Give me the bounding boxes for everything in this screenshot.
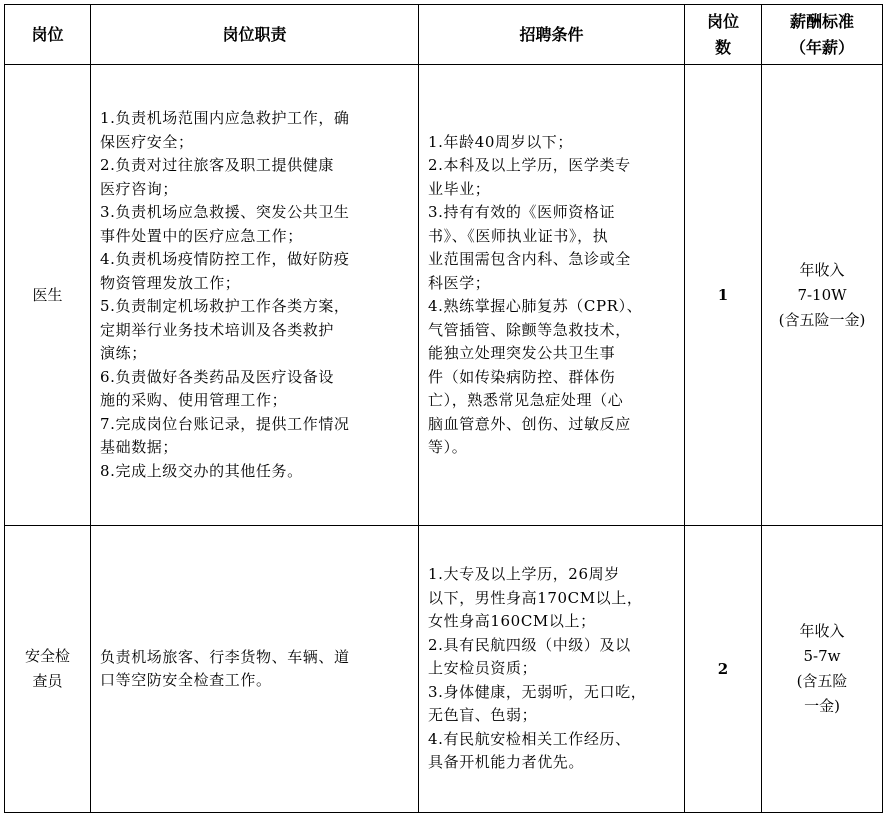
text-line: 4.负责机场疫情防控工作，做好防疫 bbox=[100, 250, 350, 268]
text-line: 5-7w bbox=[803, 647, 841, 665]
text-line: 事件处置中的医疗应急工作； bbox=[100, 226, 303, 245]
header-requirements: 招聘条件 bbox=[419, 5, 685, 65]
text-line: 3.身体健康，无弱听，无口吃， bbox=[428, 682, 647, 701]
cell-duties bbox=[91, 65, 419, 526]
text-line: 业毕业； bbox=[428, 179, 491, 198]
text-line: 科医学； bbox=[428, 273, 491, 292]
text-line: 8.完成上级交办的其他任务。 bbox=[100, 461, 303, 480]
cell-count: 1 bbox=[685, 65, 762, 526]
salary-lines bbox=[762, 258, 882, 333]
text-line: 2.具有民航四级（中级）及以 bbox=[428, 635, 631, 654]
cell-position bbox=[5, 526, 91, 813]
cell-position bbox=[5, 65, 91, 526]
text-line: 医疗咨询； bbox=[100, 179, 179, 198]
text-line: 口等空防安全检查工作。 bbox=[100, 671, 272, 689]
text-line: 医生 bbox=[32, 285, 63, 304]
text-line: 以下，男性身高170CM以上， bbox=[428, 588, 643, 607]
text-line: 能独立处理突发公共卫生事 bbox=[428, 344, 616, 362]
text-line: 施的采购、使用管理工作； bbox=[100, 391, 288, 409]
table-row-security-inspector bbox=[5, 526, 883, 813]
text-line: (含五险 bbox=[796, 672, 848, 690]
text-line: 无色盲、色弱； bbox=[428, 706, 538, 725]
cell-requirements bbox=[419, 65, 685, 526]
header-salary bbox=[762, 5, 883, 65]
position-lines bbox=[5, 283, 90, 308]
header-row bbox=[5, 5, 883, 65]
header-count bbox=[685, 5, 762, 65]
text-line: 定期举行业务技术培训及各类救护 bbox=[100, 320, 335, 339]
text-line: 3.持有有效的《医师资格证 bbox=[428, 203, 616, 221]
header-count-line-1: 岗位 bbox=[706, 11, 739, 31]
header-position: 岗位 bbox=[5, 5, 91, 65]
text-line: 脑血管意外、创伤、过敏反应 bbox=[428, 414, 631, 433]
text-line: (含五险一金) bbox=[778, 310, 866, 329]
text-line: 一金) bbox=[804, 697, 840, 715]
text-line: 2.负责对过往旅客及职工提供健康 bbox=[100, 156, 334, 174]
text-line: 查员 bbox=[32, 672, 63, 690]
text-line: 业范围需包含内科、急诊或全 bbox=[428, 250, 631, 268]
position-lines bbox=[5, 644, 90, 694]
text-line: 1.年龄40周岁以下； bbox=[428, 132, 573, 151]
salary-lines bbox=[762, 619, 882, 719]
text-line: 5.负责制定机场救护工作各类方案， bbox=[100, 297, 350, 315]
text-line: 等）。 bbox=[428, 438, 468, 456]
requirements-lines bbox=[428, 131, 678, 460]
text-line: 上安检员资质； bbox=[428, 659, 538, 678]
header-duties: 岗位职责 bbox=[91, 5, 419, 65]
duties-lines bbox=[100, 107, 412, 483]
text-line: 保医疗安全； bbox=[100, 132, 194, 151]
cell-requirements bbox=[419, 526, 685, 813]
text-line: 书》、《医师执业证书》，执 bbox=[428, 226, 609, 245]
text-line: 7-10W bbox=[797, 285, 847, 304]
text-line: 年收入 bbox=[799, 622, 845, 640]
cell-count: 2 bbox=[685, 526, 762, 813]
text-line: 演练； bbox=[100, 344, 147, 362]
text-line: 7.完成岗位台账记录，提供工作情况 bbox=[100, 414, 350, 433]
text-line: 4.熟练掌握心肺复苏（CPR）、 bbox=[428, 297, 643, 315]
text-line: 年收入 bbox=[799, 260, 845, 279]
text-line: 1.大专及以上学历，26周岁 bbox=[428, 565, 620, 584]
text-line: 2.本科及以上学历，医学类专 bbox=[428, 156, 631, 174]
text-line: 气管插管、除颤等急救技术， bbox=[428, 320, 631, 339]
text-line: 1.负责机场范围内应急救护工作，确 bbox=[100, 109, 350, 127]
table-row-doctor bbox=[5, 65, 883, 526]
header-count-line-2: 数 bbox=[714, 37, 731, 57]
text-line: 基础数据； bbox=[100, 438, 179, 456]
text-line: 亡），熟悉常见急症处理（心 bbox=[428, 391, 624, 409]
text-line: 件（如传染病防控、群体伤 bbox=[428, 367, 616, 386]
duties-lines bbox=[100, 646, 412, 693]
cell-duties bbox=[91, 526, 419, 813]
header-salary-line-1: 薪酬标准 bbox=[789, 11, 854, 31]
cell-salary bbox=[762, 65, 883, 526]
header-salary-line-2: （年薪） bbox=[789, 37, 854, 57]
text-line: 女性身高160CM以上； bbox=[428, 612, 596, 631]
requirements-lines bbox=[428, 563, 678, 775]
text-line: 负责机场旅客、行李货物、车辆、道 bbox=[100, 647, 350, 666]
text-line: 具备开机能力者优先。 bbox=[428, 753, 585, 772]
text-line: 3.负责机场应急救援、突发公共卫生 bbox=[100, 203, 350, 221]
text-line: 安全检 bbox=[24, 647, 70, 665]
text-line: 6.负责做好各类药品及医疗设备设 bbox=[100, 367, 334, 386]
cell-salary bbox=[762, 526, 883, 813]
text-line: 物资管理发放工作； bbox=[100, 273, 241, 292]
recruitment-table bbox=[4, 4, 883, 813]
text-line: 4.有民航安检相关工作经历、 bbox=[428, 729, 631, 748]
